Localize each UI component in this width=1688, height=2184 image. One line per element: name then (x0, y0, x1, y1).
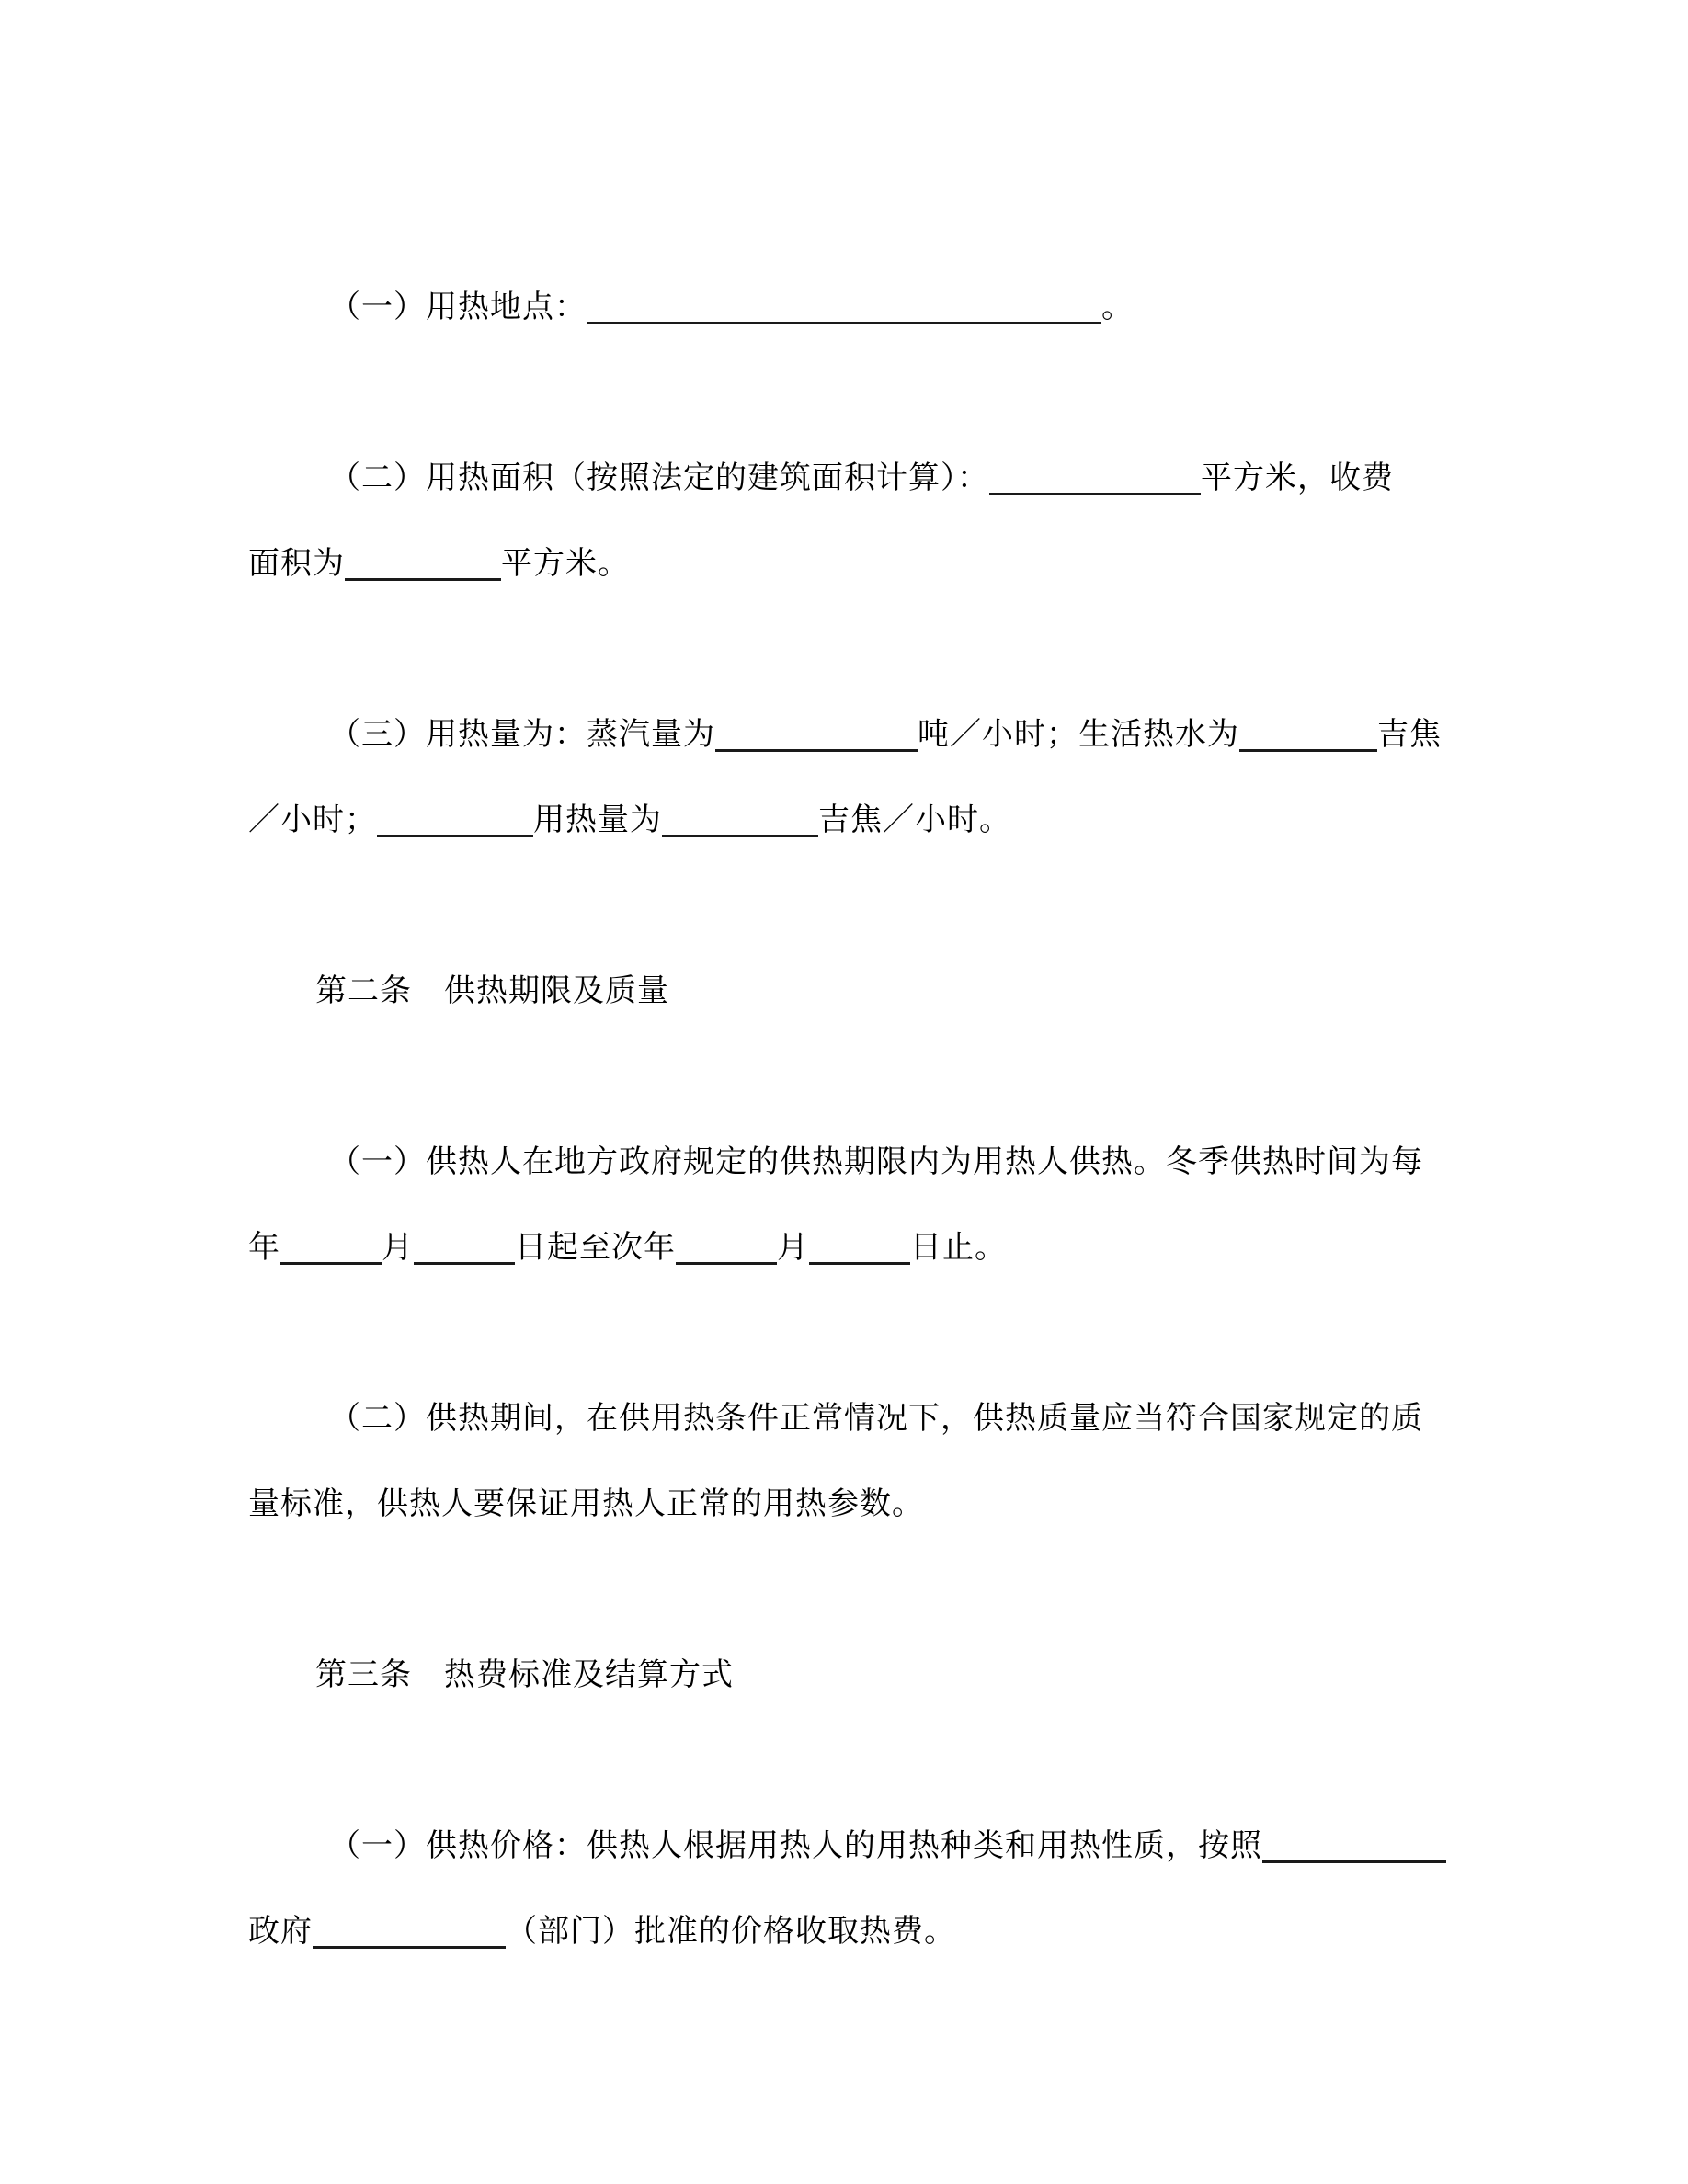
contract-paragraph (248, 692, 1462, 863)
text-run: 月 (382, 1231, 414, 1265)
text-run: 。 (1101, 290, 1134, 324)
text-run: （二）供热期间，在供用热条件正常情况下，供热质量应当符合国家规定的质 (329, 1402, 1423, 1436)
text-run: 日起至次年 (515, 1231, 676, 1265)
fill-in-blank[interactable] (989, 461, 1201, 495)
text-run: ／小时； (248, 803, 377, 837)
text-run: 第二条 供热期限及质量 (315, 974, 669, 1008)
fill-in-blank[interactable] (414, 1231, 515, 1265)
fill-in-blank[interactable] (587, 290, 1101, 324)
contract-paragraph (248, 1803, 1462, 1974)
text-run: 第三条 热费标准及结算方式 (315, 1658, 734, 1692)
text-run: 月 (777, 1231, 809, 1265)
fill-in-blank[interactable] (1262, 1829, 1446, 1863)
fill-in-blank[interactable] (715, 718, 918, 752)
contract-paragraph (248, 1376, 1462, 1547)
text-line (248, 1803, 1462, 1889)
fill-in-blank[interactable] (809, 1231, 910, 1265)
text-run: 吨／小时；生活热水为 (918, 718, 1239, 752)
text-run: 日止。 (910, 1231, 1007, 1265)
text-run: （一）供热价格：供热人根据用热人的用热种类和用热性质，按照 (329, 1829, 1262, 1863)
text-line (248, 1205, 1462, 1291)
fill-in-blank[interactable] (1239, 718, 1377, 752)
fill-in-blank[interactable] (313, 1915, 506, 1949)
text-run: 面积为 (248, 547, 345, 581)
text-run: （一）供热人在地方政府规定的供热期限内为用热人供热。冬季供热时间为每 (329, 1145, 1423, 1179)
contract-paragraph (248, 1120, 1462, 1291)
text-line (248, 1120, 1462, 1205)
text-line (248, 1376, 1462, 1462)
text-run: （部门）批准的价格收取热费。 (506, 1915, 956, 1949)
text-line (248, 949, 1462, 1034)
text-run: 用热量为 (533, 803, 662, 837)
text-line (248, 265, 1462, 350)
text-line (248, 521, 1462, 607)
fill-in-blank[interactable] (377, 803, 533, 837)
text-run: （三）用热量为：蒸汽量为 (329, 718, 715, 752)
fill-in-blank[interactable] (676, 1231, 777, 1265)
text-line (248, 1462, 1462, 1547)
text-run: 吉焦 (1377, 718, 1442, 752)
contract-paragraph (248, 436, 1462, 607)
text-run: 平方米，收费 (1201, 461, 1394, 495)
document-body (248, 265, 1462, 2060)
text-line (248, 436, 1462, 521)
text-line (248, 1889, 1462, 1974)
fill-in-blank[interactable] (345, 547, 501, 581)
fill-in-blank[interactable] (280, 1231, 382, 1265)
text-run: （二）用热面积（按照法定的建筑面积计算）： (329, 461, 989, 495)
text-run: 年 (248, 1231, 280, 1265)
text-run: 吉焦／小时。 (818, 803, 1011, 837)
contract-heading (248, 949, 1462, 1034)
text-line (248, 1632, 1462, 1718)
contract-paragraph (248, 265, 1462, 350)
text-run: 量标准，供热人要保证用热人正常的用热参数。 (248, 1487, 924, 1521)
text-run: 政府 (248, 1915, 313, 1949)
text-line (248, 778, 1462, 863)
fill-in-blank[interactable] (662, 803, 818, 837)
text-run: （一）用热地点： (329, 290, 587, 324)
text-run: 平方米。 (501, 547, 630, 581)
text-line (248, 692, 1462, 778)
contract-heading (248, 1632, 1462, 1718)
